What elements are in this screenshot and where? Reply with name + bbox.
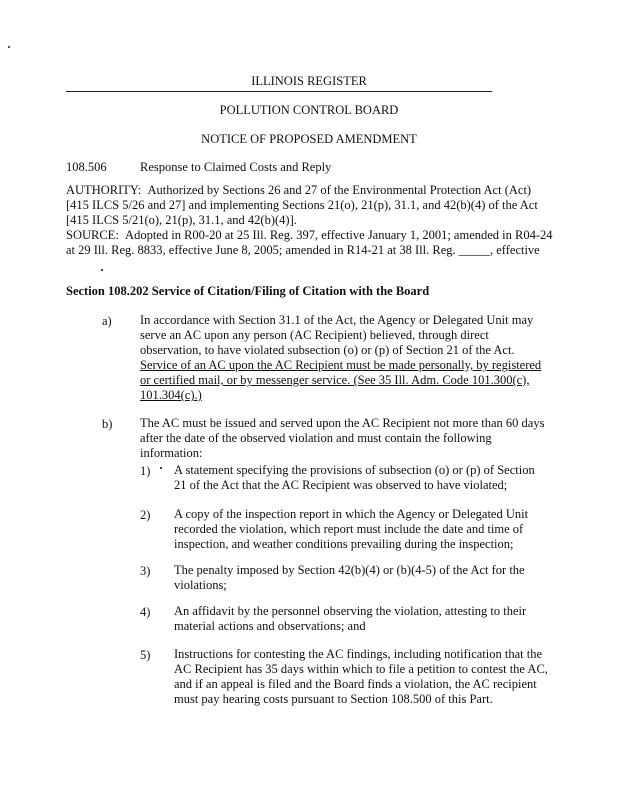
- scan-artifact-tick: [160, 467, 162, 469]
- item-1-marker: 1): [140, 464, 151, 478]
- subsection-b-line-1: The AC must be issued and served upon the AC Recipient not more than 60 days: [140, 416, 545, 430]
- subsection-a-added-line-3: 101.304(c).): [140, 388, 202, 402]
- subsection-a-line-1: In accordance with Section 31.1 of the Act, the Agency or Delegated Unit may: [140, 313, 534, 327]
- item-1-line-1: A statement specifying the provisions of subsection (o) or (p) of Section: [174, 463, 535, 477]
- item-5-line-4: must pay hearing costs pursuant to Section 108.500 of this Part.: [174, 692, 493, 706]
- subsection-b-line-3: information:: [140, 446, 203, 460]
- authority-line-1: [66, 183, 531, 198]
- scan-artifact-mark: [101, 269, 103, 271]
- item-5-line-2: AC Recipient has 35 days within which to file a petition to contest the AC,: [174, 662, 548, 676]
- item-1-line-2: 21 of the Act that the AC Recipient was observed to have violated;: [174, 478, 508, 492]
- item-3-line-2: violations;: [174, 578, 227, 592]
- scan-artifact: [8, 46, 10, 48]
- source-line-2: at 29 Ill. Reg. 8833, effective June 8, 2005; amended in R14-21 at 38 Ill. Reg. _____, effective: [66, 243, 540, 257]
- item-5-line-3: and if an appeal is filed and the Board finds a violation, the AC recipient: [174, 677, 537, 691]
- prior-section-number: 108.506: [66, 160, 107, 174]
- item-3-marker: 3): [140, 564, 151, 578]
- section-heading: Section 108.202 Service of Citation/Filing of Citation with the Board: [66, 284, 430, 298]
- item-5-marker: 5): [140, 648, 151, 662]
- item-3-line-1: The penalty imposed by Section 42(b)(4) or (b)(4-5) of the Act for the: [174, 563, 525, 577]
- subsection-a-marker: a): [102, 314, 112, 328]
- board-title: POLLUTION CONTROL BOARD: [219, 103, 399, 117]
- header-rule: [66, 91, 492, 92]
- authority-text-1: Authorized by Sections 26 and 27 of the Environmental Protection Act (Act): [147, 183, 532, 197]
- item-2-line-1: A copy of the inspection report in which the Agency or Delegated Unit: [174, 507, 529, 521]
- register-title: ILLINOIS REGISTER: [251, 74, 367, 88]
- authority-label: AUTHORITY:: [66, 183, 142, 197]
- item-4-marker: 4): [140, 605, 151, 619]
- authority-line-2: [415 ILCS 5/26 and 27] and implementing Sections 21(o), 21(p), 31.1, and 42(b)(4) of the Act: [66, 198, 538, 212]
- subsection-a-line-2: serve an AC upon any person (AC Recipient) believed, through direct: [140, 328, 489, 342]
- subsection-a-added-line-2: or certified mail, or by messenger service. (See 35 Ill. Adm. Code 101.300(c),: [140, 373, 530, 387]
- subsection-b-line-2: after the date of the observed violation and must contain the following: [140, 431, 492, 445]
- subsection-b-marker: b): [102, 417, 113, 431]
- source-line-1: [66, 228, 553, 243]
- item-4-line-1: An affidavit by the personnel observing the violation, attesting to their: [174, 604, 527, 618]
- notice-title: NOTICE OF PROPOSED AMENDMENT: [201, 132, 417, 146]
- source-label: SOURCE:: [66, 228, 119, 242]
- subsection-a-added-line-1: Service of an AC upon the AC Recipient must be made personally, by registered: [140, 358, 542, 372]
- item-2-line-3: inspection, and weather conditions prevailing during the inspection;: [174, 537, 514, 551]
- authority-line-3: [415 ILCS 5/21(o), 21(p), 31.1, and 42(b)(4)].: [66, 213, 297, 227]
- item-5-line-1: Instructions for contesting the AC findings, including notification that the: [174, 647, 542, 661]
- prior-section-title: Response to Claimed Costs and Reply: [140, 160, 332, 174]
- item-2-marker: 2): [140, 508, 151, 522]
- item-4-line-2: material actions and observations; and: [174, 619, 366, 633]
- subsection-a-line-3: observation, to have violated subsection (o) or (p) of Section 21 of the Act.: [140, 343, 515, 357]
- source-text-1: Adopted in R00-20 at 25 Ill. Reg. 397, effective January 1, 2001; amended in R04-24: [125, 228, 553, 242]
- item-2-line-2: recorded the violation, which report must include the date and time of: [174, 522, 524, 536]
